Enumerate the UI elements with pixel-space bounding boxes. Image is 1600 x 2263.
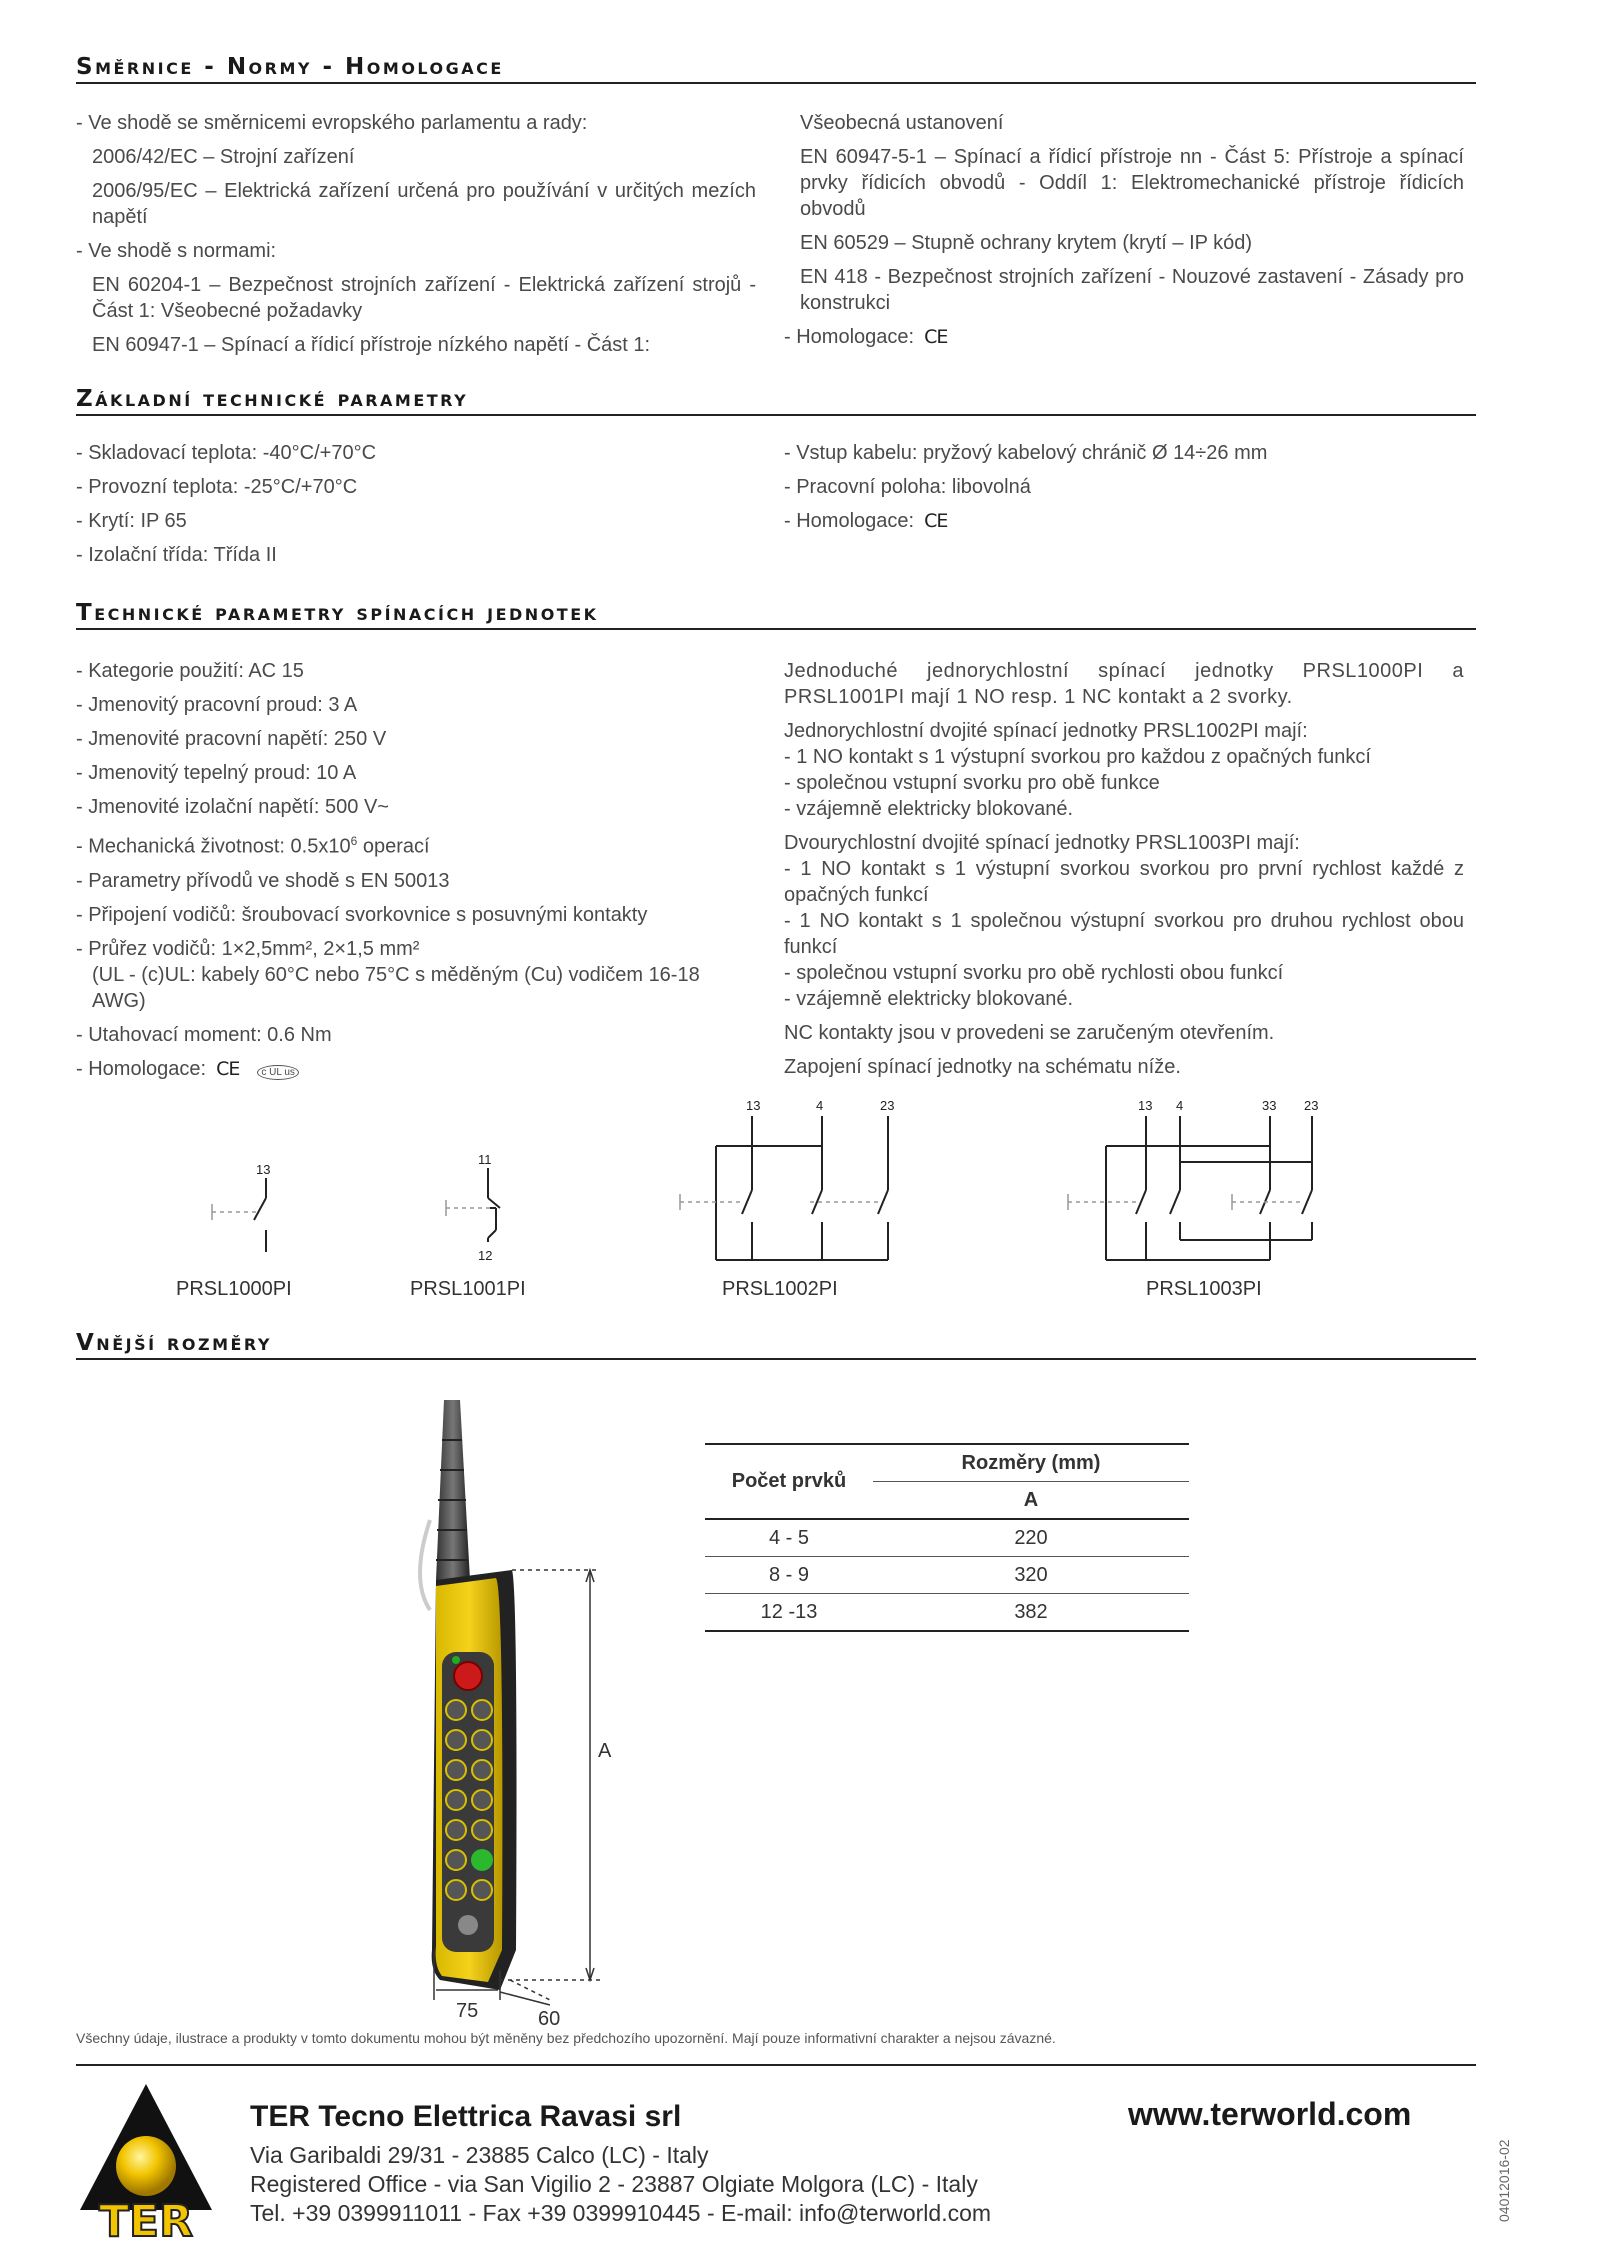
dimension-a-label: A <box>598 1740 612 1762</box>
text-line: 2006/95/EC – Elektrická zařízení určená pro používání v určitých mezích napětí <box>92 180 756 228</box>
company-address: Via Garibaldi 29/31 - 23885 Calco (LC) - Italy <box>250 2142 709 2168</box>
ce-mark: CE <box>216 1057 240 1080</box>
text-line: Zapojení spínací jednotky na schématu níže. <box>784 1056 1181 1078</box>
text-line: - společnou vstupní svorku pro obě funkce <box>784 772 1160 794</box>
table-subheader-a: A <box>873 1482 1189 1520</box>
text-line: - 1 NO kontakt s 1 výstupní svorkou pro každou z opačných funkcí <box>784 746 1371 768</box>
switch-params-right <box>784 658 1464 1088</box>
text-line: - vzájemně elektricky blokované. <box>784 798 1074 820</box>
text-line: EN 60947-1 – Spínací a řídicí přístroje nízkého napětí - Část 1: <box>92 334 651 356</box>
text-line: - vzájemně elektricky blokované. <box>784 988 1074 1010</box>
text-line: Jednoduché jednorychlostní spínací jednotky PRSL1000PI a PRSL1001PI mají 1 NO resp. 1 NC kontakt a 2 svorky. <box>784 660 1464 708</box>
ter-logo <box>76 2080 216 2240</box>
text-line: Jednorychlostní dvojité spínací jednotky PRSL1002PI mají: <box>784 720 1308 742</box>
terminal-label: 33 <box>1262 1098 1277 1113</box>
homologation-label: - Homologace: <box>76 1057 207 1080</box>
standards-left-column <box>76 110 756 366</box>
text-line: - Jmenovité izolační napětí: 500 V~ <box>76 796 389 818</box>
diagram-prsl1003pi <box>1068 1116 1312 1260</box>
disclaimer: Všechny údaje, ilustrace a produkty v tomto dokumentu mohou být měněny bez předchozího upozornění. Mají pouze informativní charakter a nejsou závazné. <box>76 2030 1056 2046</box>
ce-mark: CE <box>924 510 948 532</box>
diagram-prsl1000pi <box>212 1178 266 1252</box>
text-line: - Ve shodě se směrnicemi evropského parlamentu a rady: <box>76 112 588 134</box>
text-line: - Pracovní poloha: libovolná <box>784 476 1031 498</box>
text-line: (UL - (c)UL: kabely 60°C nebo 75°C s měděným (Cu) vodičem 16-18 AWG) <box>92 963 700 1012</box>
text-line: - Průřez vodičů: 1×2,5mm², 2×1,5 mm² <box>76 937 420 960</box>
logo-text: TER <box>99 2196 193 2240</box>
dimension-depth-label: 60 <box>538 2008 561 2030</box>
homologation-label: - Homologace: <box>784 326 915 348</box>
section-title-standards: Směrnice - Normy - Homologace <box>76 54 1476 84</box>
text-line: - Mechanická životnost: $0.5x10^6$ operací <box>76 834 430 858</box>
section-title-basic-params: Základní technické parametry <box>76 386 1476 416</box>
text-line: - Připojení vodičů: šroubovací svorkovnice s posuvnými kontakty <box>76 903 648 926</box>
table-row: 4 - 5 220 <box>705 1519 1189 1557</box>
text-line: - Izolační třída: Třída II <box>76 544 277 566</box>
document-id: 04012016-02 <box>1496 2139 1512 2222</box>
text-line: - Jmenovitý tepelný proud: 10 A <box>76 762 357 784</box>
text-line: - společnou vstupní svorku pro obě rychlosti obou funkcí <box>784 962 1284 984</box>
terminal-label: 13 <box>256 1162 271 1177</box>
text-line: EN 60947-5-1 – Spínací a řídicí přístroje nn - Část 5: Přístroje a spínací prvky řídicích obvodů - Oddíl 1: Elektromechanické přístroje řídicích obvodů <box>800 146 1464 220</box>
standards-right-column <box>784 110 1464 358</box>
table-header-count: Počet prvků <box>705 1444 873 1519</box>
diagram-prsl1002pi <box>680 1116 888 1260</box>
switch-params-left <box>76 658 756 1094</box>
text-line: - Vstup kabelu: pryžový kabelový chránič Ø 14÷26 mm <box>784 442 1268 464</box>
text-line: - Skladovací teplota: -40°C/+70°C <box>76 442 377 464</box>
text-line: - Ve shodě s normami: <box>76 240 277 262</box>
dimensions-table <box>705 1443 1189 1632</box>
text-line: EN 418 - Bezpečnost strojních zařízení - Nouzové zastavení - Zásady pro konstrukci <box>800 266 1464 314</box>
registered-office: Registered Office - via San Vigilio 2 - 23887 Olgiate Molgora (LC) - Italy <box>250 2171 978 2197</box>
diagram-label: PRSL1001PI <box>410 1278 526 1300</box>
section-title-switch-params: Technické parametry spínacích jednotek <box>76 600 1476 630</box>
text-line: - Utahovací moment: 0.6 Nm <box>76 1023 332 1046</box>
table-row: 8 - 9 320 <box>705 1557 1189 1594</box>
text-line: EN 60529 – Stupně ochrany krytem (krytí – IP kód) <box>800 232 1253 254</box>
text-line: - 1 NO kontakt s 1 společnou výstupní svorkou pro druhou rychlost obou funkcí <box>784 910 1464 958</box>
ul-mark: c UL us <box>257 1065 299 1080</box>
terminal-label: 4 <box>816 1098 824 1113</box>
basic-params-right <box>784 440 1464 542</box>
diagram-prsl1001pi <box>446 1168 500 1242</box>
text-line: - 1 NO kontakt s 1 výstupní svorkou svorkou pro první rychlost každé z opačných funkcí <box>784 858 1464 906</box>
text-line: NC kontakty jsou v provedeni se zaručeným otevřením. <box>784 1022 1275 1044</box>
text-line: 2006/42/EC – Strojní zařízení <box>92 146 355 168</box>
dimension-width-label: 75 <box>456 2000 479 2022</box>
diagram-label: PRSL1000PI <box>176 1278 292 1300</box>
text-line: EN 60204-1 – Bezpečnost strojních zařízení - Elektrická zařízení strojů - Část 1: Všeobecné požadavky <box>92 274 756 322</box>
text-line: - Kategorie použití: AC 15 <box>76 660 304 682</box>
terminal-label: 23 <box>1304 1098 1319 1113</box>
terminal-label: 12 <box>478 1248 493 1263</box>
company-name: TER Tecno Elettrica Ravasi srl <box>250 2100 682 2133</box>
text-line: - Parametry přívodů ve shodě s EN 50013 <box>76 869 450 892</box>
terminal-label: 23 <box>880 1098 895 1113</box>
text-line: - Krytí: IP 65 <box>76 510 187 532</box>
homologation-label: - Homologace: <box>784 510 915 532</box>
text-line: - Jmenovitý pracovní proud: 3 A <box>76 694 358 716</box>
section-title-dimensions: Vnější rozměry <box>76 1330 1476 1360</box>
dimension-lines <box>400 1560 640 2040</box>
text-line: - Provozní teplota: -25°C/+70°C <box>76 476 358 498</box>
terminal-label: 4 <box>1176 1098 1184 1113</box>
terminal-label: 13 <box>1138 1098 1153 1113</box>
table-row: 12 -13 382 <box>705 1594 1189 1632</box>
text-line: - Jmenovité pracovní napětí: 250 V <box>76 728 387 750</box>
text-line: Všeobecná ustanovení <box>800 112 1004 134</box>
diagram-label: PRSL1002PI <box>722 1278 838 1300</box>
terminal-label: 13 <box>746 1098 761 1113</box>
table-header-dimensions: Rozměry (mm) <box>873 1444 1189 1482</box>
website-link[interactable]: www.terworld.com <box>1128 2096 1412 2132</box>
terminal-label: 11 <box>478 1152 492 1167</box>
diagram-label: PRSL1003PI <box>1146 1278 1262 1300</box>
ce-mark: CE <box>924 326 948 348</box>
contact-info: Tel. +39 0399911011 - Fax +39 0399910445 - E-mail: info@terworld.com <box>250 2200 992 2226</box>
basic-params-left <box>76 440 756 576</box>
text-line: Dvourychlostní dvojité spínací jednotky PRSL1003PI mají: <box>784 832 1300 854</box>
footer-divider <box>76 2064 1476 2066</box>
